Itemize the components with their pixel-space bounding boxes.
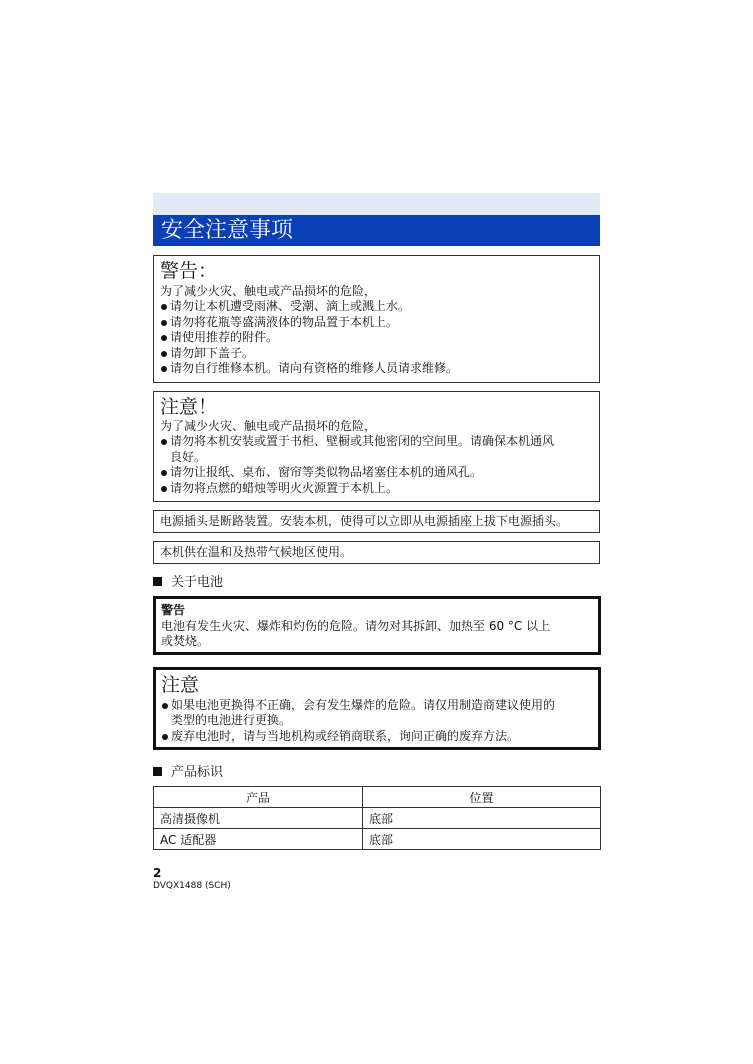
warning-item: 请勿让本机遭受雨淋、受潮、滴上或溅上水。 — [160, 299, 458, 314]
header-band — [153, 193, 600, 215]
title-bar — [153, 215, 600, 246]
product-table — [153, 786, 601, 850]
warning-item: 请勿将花瓶等盛满液体的物品置于本机上。 — [160, 315, 458, 330]
table-row — [154, 829, 601, 850]
table-header-row — [154, 787, 601, 808]
battery-caution-box — [153, 667, 601, 750]
battery-section-heading: 关于电池 — [153, 571, 223, 590]
plug-note: 电源插头是断路装置。安装本机，使得可以立即从电源插座上拔下电源插头。 — [160, 514, 569, 528]
square-bullet-icon — [153, 767, 162, 776]
battery-warning-box — [153, 596, 601, 655]
climate-note-box — [153, 541, 600, 564]
caution-intro: 为了减少火灾、触电或产品损坏的危险， — [160, 419, 377, 433]
caution-text — [160, 419, 554, 496]
table-header-cell: 产品 — [154, 787, 363, 808]
table-cell: AC 适配器 — [154, 829, 363, 850]
warning-intro: 为了减少火灾、触电或产品损坏的危险， — [160, 284, 377, 298]
battery-caution-heading: 注意 — [161, 674, 200, 696]
battery-warning-heading: 警告 — [161, 603, 186, 617]
table-header-cell: 位置 — [363, 787, 601, 808]
battery-caution-item: 如果电池更换得不正确，会有发生爆炸的危险。请仅用制造商建议使用的 — [161, 698, 555, 713]
warning-heading: 警告： — [160, 260, 218, 282]
product-section-heading: 产品标识 — [153, 761, 223, 780]
warning-item: 请使用推荐的附件。 — [160, 330, 458, 345]
caution-item: 请勿将本机安装或置于书柜、壁橱或其他密闭的空间里。请确保本机通风 — [160, 434, 554, 449]
battery-caution-text — [161, 698, 555, 744]
table-cell: 底部 — [363, 829, 601, 850]
warning-item: 请勿卸下盖子。 — [160, 346, 458, 361]
caution-item-continuation: 良好。 — [170, 449, 207, 464]
table-cell: 底部 — [363, 808, 601, 829]
plug-note-box — [153, 510, 600, 533]
battery-caution-item-continuation: 类型的电池进行更换。 — [171, 713, 292, 728]
square-bullet-icon — [153, 577, 162, 586]
battery-warning-line: 电池有发生火灾、爆炸和灼伤的危险。请勿对其拆卸、加热至 60 °C 以上 — [161, 619, 551, 633]
page-number: 2 — [153, 866, 162, 880]
warning-box — [153, 255, 600, 383]
caution-item: 请勿将点燃的蜡烛等明火火源置于本机上。 — [160, 481, 554, 496]
warning-item: 请勿自行维修本机。请向有资格的维修人员请求维修。 — [160, 361, 458, 376]
warning-text — [160, 284, 458, 376]
table-row — [154, 808, 601, 829]
document-code: DVQX1488 (SCH) — [153, 881, 231, 891]
table-cell: 高清摄像机 — [154, 808, 363, 829]
caution-box — [153, 391, 600, 502]
battery-warning-line: 或焚烧。 — [161, 634, 210, 648]
caution-item: 请勿让报纸、桌布、窗帘等类似物品堵塞住本机的通风孔。 — [160, 465, 554, 480]
climate-note: 本机供在温和及热带气候地区使用。 — [160, 545, 353, 559]
caution-heading: 注意！ — [160, 396, 218, 418]
page-title: 安全注意事项 — [161, 218, 294, 243]
battery-caution-item: 废弃电池时，请与当地机构或经销商联系，询问正确的废弃方法。 — [161, 729, 555, 744]
